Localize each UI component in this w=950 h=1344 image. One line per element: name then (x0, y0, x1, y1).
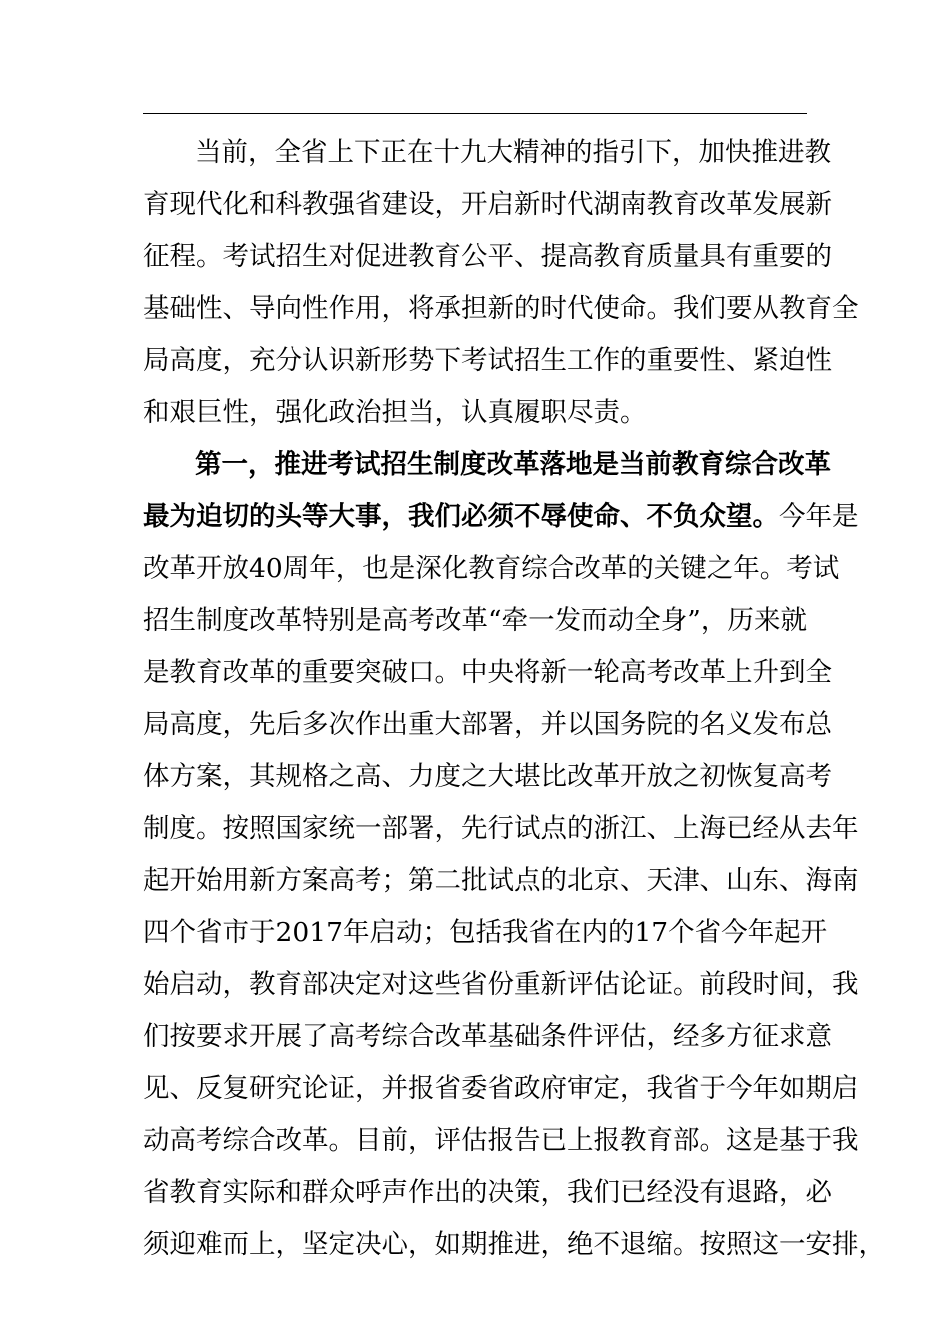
text-line (143, 335, 832, 387)
line-text: 是教育改革的重要突破口。中央将新一轮高考改革上升到全 (143, 657, 832, 688)
line-text: 见、反复研究论证，并报省委省政府审定，我省于今年如期启 (143, 1073, 859, 1104)
line-text: 局高度，先后多次作出重大部署，并以国务院的名义发布总 (143, 709, 832, 740)
line-text: 动高考综合改革。目前，评估报告已上报教育部。这是基于我 (143, 1125, 859, 1156)
text-line-bold (143, 439, 831, 491)
text-line (143, 647, 832, 699)
text-line (143, 1063, 859, 1115)
line-text: 始启动，教育部决定对这些省份重新评估论证。前段时间，我 (143, 969, 859, 1000)
line-text: 四个省市于2017年启动；包括我省在内的17个省今年起开 (143, 917, 828, 948)
line-text: 当前，全省上下正在十九大精神的指引下，加快推进教 (195, 137, 831, 168)
bold-lead: 最为迫切的头等大事，我们必须不辱使命、不负众望。 (143, 501, 779, 532)
line-text: 和艰巨性，强化政治担当，认真履职尽责。 (143, 397, 647, 428)
line-text: 体方案，其规格之高、力度之大堪比改革开放之初恢复高考 (143, 761, 832, 792)
line-text: 第一，推进考试招生制度改革落地是当前教育综合改革 (195, 449, 831, 480)
text-line (143, 1115, 859, 1167)
line-text: 起开始用新方案高考；第二批试点的北京、天津、山东、海南 (143, 865, 859, 896)
regular-tail: 今年是 (779, 501, 859, 532)
text-line (143, 387, 807, 439)
line-text: 省教育实际和群众呼声作出的决策，我们已经没有退路，必 (143, 1177, 832, 1208)
text-line (143, 179, 832, 231)
text-line (143, 283, 859, 335)
text-line (143, 699, 832, 751)
line-text: 须迎难而上，坚定决心，如期推进，绝不退缩。按照这一安排， (143, 1229, 885, 1260)
text-line (143, 1219, 885, 1271)
text-line (143, 803, 859, 855)
text-line (143, 127, 831, 179)
text-line (143, 1011, 832, 1063)
text-line (143, 959, 859, 1011)
line-text: 们按要求开展了高考综合改革基础条件评估，经多方征求意 (143, 1021, 832, 1052)
text-line (143, 751, 832, 803)
line-text: 改革开放40周年，也是深化教育综合改革的关键之年。考试 (143, 553, 840, 584)
line-text: 局高度，充分认识新形势下考试招生工作的重要性、紧迫性 (143, 345, 832, 376)
line-text: 征程。考试招生对促进教育公平、提高教育质量具有重要的 (143, 241, 832, 272)
text-line (143, 231, 832, 283)
line-text: 育现代化和科教强省建设，开启新时代湖南教育改革发展新 (143, 189, 832, 220)
text-line (143, 907, 828, 959)
line-text: 制度。按照国家统一部署，先行试点的浙江、上海已经从去年 (143, 813, 859, 844)
line-text (143, 491, 859, 543)
line-text: 基础性、导向性作用，将承担新的时代使命。我们要从教育全 (143, 293, 859, 324)
text-line (143, 855, 859, 907)
line-text: 招生制度改革特别是高考改革“牵一发而动全身”，历来就 (143, 605, 807, 636)
text-line-mixed (143, 491, 859, 543)
text-line (143, 543, 840, 595)
text-line (143, 595, 807, 647)
text-line (143, 1167, 832, 1219)
